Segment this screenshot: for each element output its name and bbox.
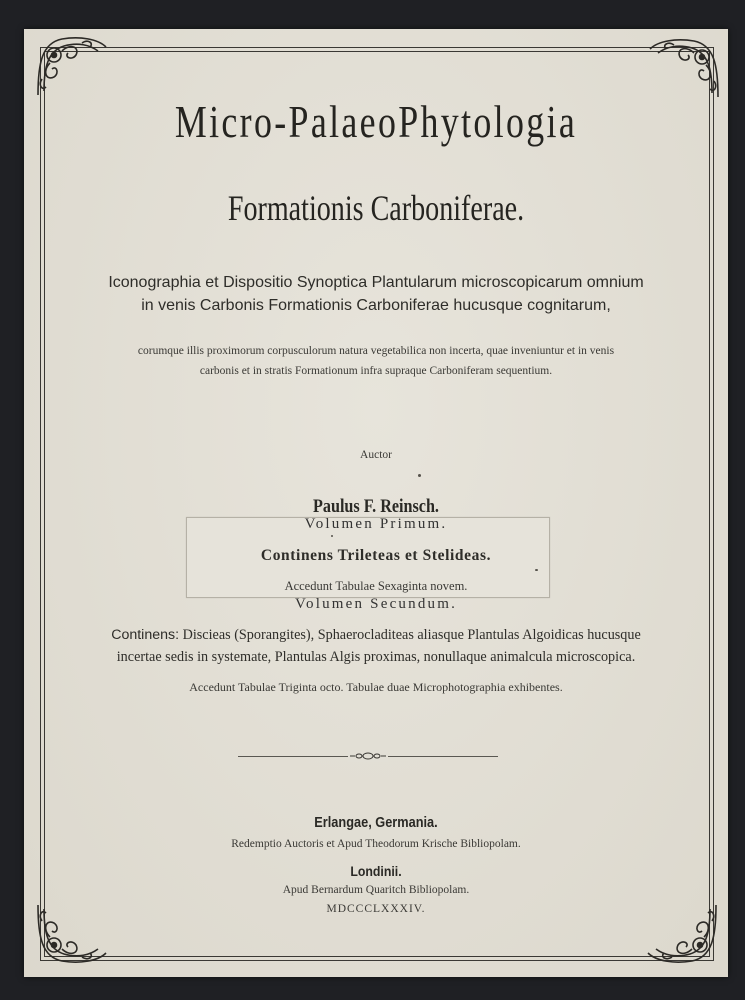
title-page (24, 29, 728, 977)
imprint-city-1: Erlangae, Germania. (314, 815, 438, 831)
paper-speck (418, 474, 421, 477)
paper-speck (331, 535, 333, 537)
subdescription-line-1: corumque illis proximorum corpusculorum natura vegetabilica non incerta, quae inveniuntur et in venis (137, 345, 615, 357)
volume-1-contents: Continens Trileteas et Stelideas. (260, 547, 492, 564)
author-name: Paulus F. Reinsch. (313, 496, 439, 517)
volume-1-plates: Accedunt Tabulae Sexaginta novem. (284, 579, 468, 593)
imprint-publisher-1: Redemptio Auctoris et Apud Theodorum Krische Bibliopolam. (231, 838, 521, 850)
description-line-2: in venis Carbonis Formationis Carboniferae hucusque cognitarum, (141, 297, 611, 314)
rule-ornament-icon (348, 750, 388, 762)
paper-speck (535, 569, 538, 571)
volume-2-plates: Accedunt Tabulae Triginta octo. Tabulae duae Microphotographia exhibentes. (189, 680, 563, 694)
page-subtitle: Formationis Carboniferae. (227, 188, 525, 228)
volume-2-contents-text: Discieas (Sporangites), Sphaerocladiteas aliasque Plantulas Algoidicas hucusque (182, 627, 641, 643)
imprint-city-2: Londinii. (350, 863, 402, 879)
volume-2-heading: Volumen Secundum. (294, 596, 458, 612)
page-title: Micro-PalaeoPhytologia (174, 96, 578, 147)
volume-2-contents-line-1 (24, 627, 728, 644)
auctor-label: Auctor (360, 449, 392, 461)
volume-2-contents-label: Continens: (111, 627, 180, 643)
imprint-year: MDCCCLXXXIV. (326, 903, 426, 915)
description-line-1: Iconographia et Dispositio Synoptica Plantularum microscopicarum omnium (108, 274, 644, 291)
subdescription-line-2: carbonis et in stratis Formationum infra supraque Carboniferam sequentium. (199, 365, 553, 377)
ornamental-corner-icon (646, 35, 724, 101)
ornamental-corner-icon (32, 33, 110, 99)
volume-1-heading: Volumen Primum. (304, 516, 448, 532)
imprint-publisher-2: Apud Bernardum Quaritch Bibliopolam. (282, 884, 470, 896)
volume-2-contents-line-2: incertae sedis in systemate, Plantulas Algis proximas, nonullaque animalcula microscopica. (116, 649, 636, 665)
